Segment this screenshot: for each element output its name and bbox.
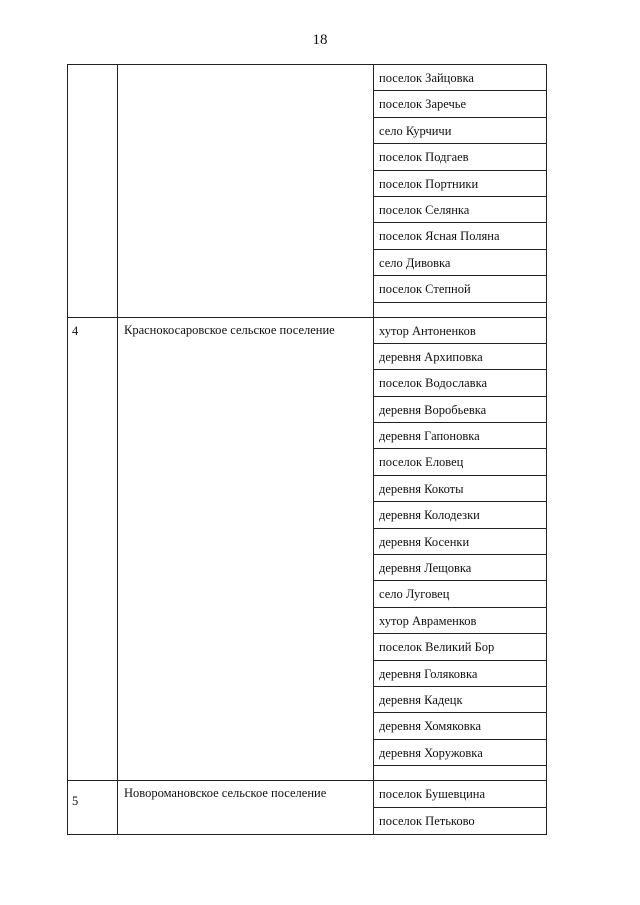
list-item: деревня Хомяковка <box>374 713 546 739</box>
list-item: хутор Авраменков <box>374 608 546 634</box>
list-item: поселок Петьково <box>379 813 475 828</box>
settlements-list <box>374 318 546 781</box>
list-item: поселок Еловец <box>374 449 546 475</box>
list-item: поселок Селянка <box>374 197 546 223</box>
number-cell <box>68 781 118 834</box>
list-item: деревня Кадецк <box>374 687 546 713</box>
list-item: село Дивовка <box>374 250 546 276</box>
list-item: деревня Кокоты <box>374 476 546 502</box>
list-item: деревня Голяковка <box>374 661 546 687</box>
list-item: деревня Архиповка <box>374 344 546 370</box>
settlements-list <box>374 781 546 834</box>
list-item: село Луговец <box>374 581 546 607</box>
list-item: поселок Подгаев <box>374 144 546 170</box>
table-group-4 <box>67 318 547 782</box>
settlements-list <box>374 65 546 317</box>
list-item: деревня Гапоновка <box>374 423 546 449</box>
list-item: поселок Заречье <box>374 91 546 117</box>
page-number: 18 <box>312 32 328 48</box>
list-item: поселок Бушевцина <box>374 781 546 807</box>
settlement-name-cell <box>118 318 374 781</box>
list-item: поселок Великий Бор <box>374 634 546 660</box>
table-group-5 <box>67 781 547 835</box>
settlement-name: Новоромановское сельское поселение <box>124 786 327 801</box>
list-item: хутор Антоненков <box>374 318 546 344</box>
list-item: поселок Степной <box>374 276 546 302</box>
number-cell <box>68 318 118 781</box>
list-item: поселок Ясная Поляна <box>374 223 546 249</box>
group-number: 5 <box>72 794 79 809</box>
list-item: деревня Лещовка <box>374 555 546 581</box>
list-item: деревня Воробьевка <box>374 397 546 423</box>
list-item: село Курчичи <box>374 118 546 144</box>
settlement-name-cell <box>118 65 374 317</box>
settlement-name-cell <box>118 781 374 834</box>
settlements-table <box>67 64 547 835</box>
list-item: поселок Зайцовка <box>374 65 546 91</box>
list-item: деревня Хоружовка <box>374 740 546 766</box>
list-item: деревня Колодезки <box>374 502 546 528</box>
list-item: деревня Косенки <box>374 529 546 555</box>
list-item: поселок Портники <box>374 171 546 197</box>
list-item: поселок Водославка <box>374 370 546 396</box>
table-group-continued <box>67 64 547 318</box>
settlement-name: Краснокосаровское сельское поселение <box>124 322 335 337</box>
group-number: 4 <box>72 323 79 338</box>
number-cell <box>68 65 118 317</box>
